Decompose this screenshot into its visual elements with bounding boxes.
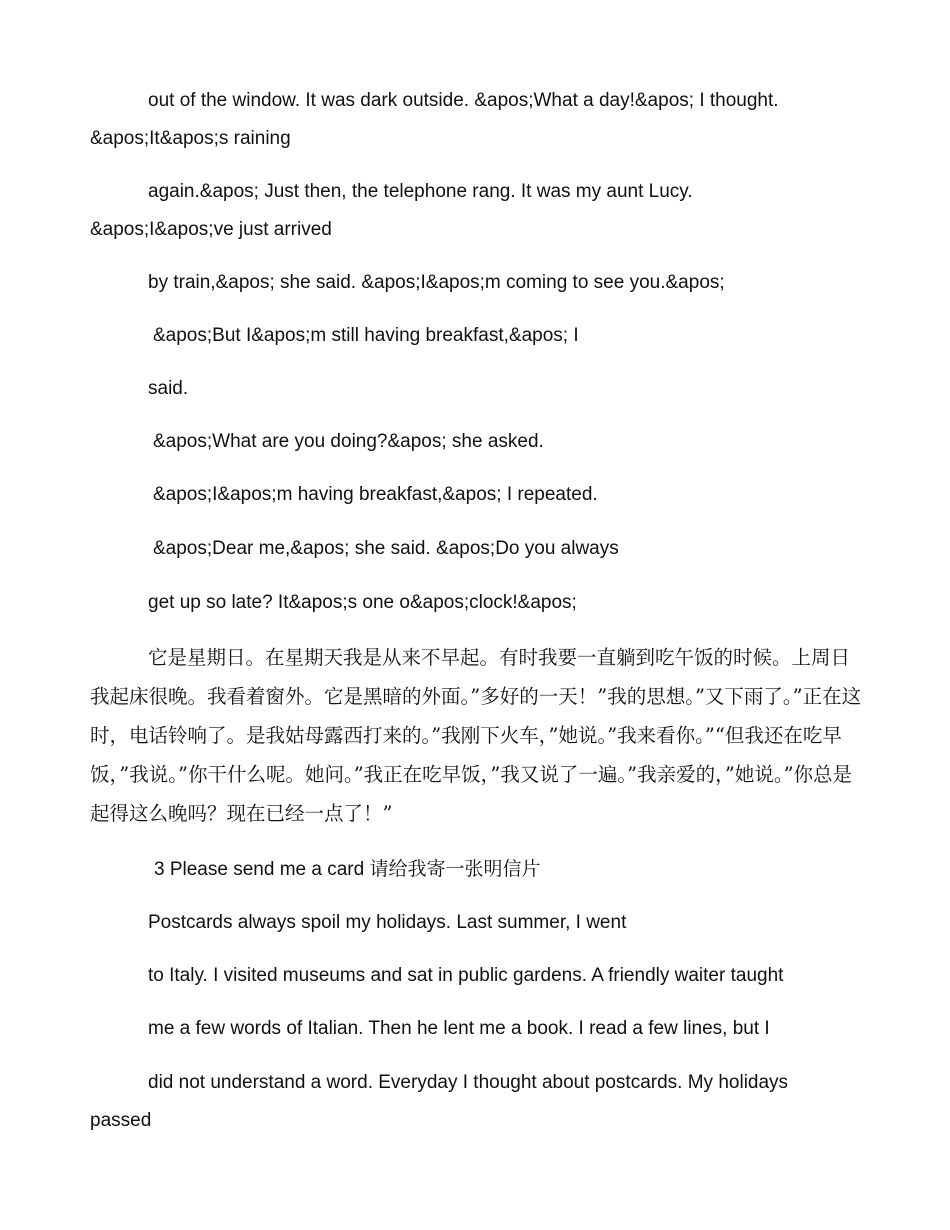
story-line: out of the window. It was dark outside. &apos;What a day!&apos; I thought. xyxy=(148,90,779,111)
lesson-line: to Italy. I visited museums and sat in public gardens. A friendly waiter taught xyxy=(148,965,784,986)
story-line: &apos;I&apos;m having breakfast,&apos; I repeated. xyxy=(153,484,598,505)
story-line: &apos;It&apos;s raining xyxy=(90,128,291,149)
story-line: &apos;Dear me,&apos; she said. &apos;Do you always xyxy=(153,538,619,559)
lesson-heading: 3 Please send me a card 请给我寄一张明信片 xyxy=(154,859,541,880)
story-line: said. xyxy=(148,378,189,399)
lesson-line: passed xyxy=(90,1110,152,1131)
lesson-line: me a few words of Italian. Then he lent me a book. I read a few lines, but I xyxy=(148,1018,770,1039)
story-line: &apos;But I&apos;m still having breakfast,&apos; I xyxy=(153,325,579,346)
story-line: get up so late? It&apos;s one o&apos;clock!&apos; xyxy=(148,592,577,613)
story-line: &apos;What are you doing?&apos; she asked. xyxy=(153,431,544,452)
story-line: again.&apos; Just then, the telephone rang. It was my aunt Lucy. xyxy=(148,181,693,202)
story-line: by train,&apos; she said. &apos;I&apos;m coming to see you.&apos; xyxy=(148,272,725,293)
lesson-line: did not understand a word. Everyday I thought about postcards. My holidays xyxy=(148,1072,789,1093)
chinese-translation: 它是星期日。在星期天我是从来不早起。有时我要一直躺到吃午饭的时候。上周日我起床很晚。我看着窗外。它是黑暗的外面。”多好的一天！”我的思想。”又下雨了。”正在这时，电话铃响了。是我姑母露西打来的。”我刚下火车，”她说。”我来看你。”“但我还在吃早饭，”我说。”你干什么呢。她问。”我正在吃早饭，”我又说了一遍。”我亲爱的，”她说。”你总是起得这么晚吗？现在已经一点了！” xyxy=(90,646,862,825)
lesson-line: Postcards always spoil my holidays. Last summer, I went xyxy=(148,912,627,933)
story-line: &apos;I&apos;ve just arrived xyxy=(90,219,332,240)
